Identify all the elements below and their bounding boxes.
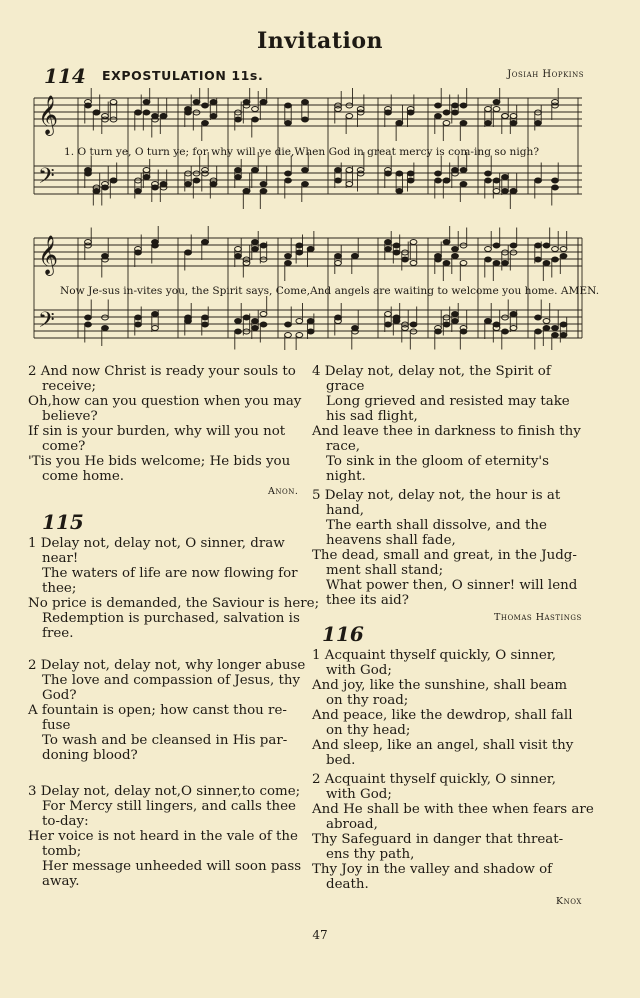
- note-head: [502, 329, 509, 334]
- verse-line: thee;: [42, 581, 77, 596]
- note-head: [285, 322, 292, 327]
- verse-line: race,: [326, 439, 361, 454]
- note-head: [252, 326, 259, 331]
- verse-line: abroad,: [326, 817, 378, 832]
- note-head: [443, 121, 450, 126]
- verse-line: ens thy path,: [326, 847, 415, 862]
- bass-clef-icon: 𝄢: [38, 164, 55, 194]
- note-head: [357, 107, 364, 112]
- note-head: [102, 114, 109, 119]
- verse-line: What power then, O sinner! will lend: [326, 578, 578, 593]
- verse-line: Thy Safeguard in danger that threat-: [312, 832, 564, 847]
- note-head: [385, 240, 392, 245]
- verse-line: The waters of life are now flowing for: [42, 566, 298, 581]
- verse-line: grace: [326, 379, 365, 394]
- hymn-115-verse-1: [28, 536, 320, 641]
- hymn-114-lyric-line-2: Now Je-sus in-vites you, the Spirit says, Come,And angels are waiting to welcome you home. AMEN.: [60, 285, 600, 297]
- note-head: [296, 333, 303, 338]
- note-head: [502, 261, 509, 266]
- note-head: [385, 322, 392, 327]
- note-head: [285, 261, 292, 266]
- note-head: [185, 315, 192, 320]
- note-head: [143, 100, 150, 105]
- verse-line: Redemption is purchased, salvation is: [42, 611, 300, 626]
- note-head: [535, 178, 542, 183]
- note-head: [357, 171, 364, 176]
- verse-line: Long grieved and resisted may take: [326, 394, 570, 409]
- verse-line: And leave thee in darkness to finish thy: [312, 424, 581, 439]
- note-head: [243, 257, 250, 262]
- note-head: [260, 312, 267, 317]
- note-head: [185, 250, 192, 255]
- verse-line: death.: [326, 877, 369, 892]
- note-head: [510, 312, 517, 317]
- verse-line: 1 Delay not, delay not, O sinner, draw: [28, 536, 285, 551]
- note-head: [543, 243, 550, 248]
- note-head: [452, 168, 459, 173]
- note-head: [143, 175, 150, 180]
- verse-line: Thy Joy in the valley and shadow of: [312, 862, 553, 877]
- note-head: [396, 121, 403, 126]
- note-head: [152, 326, 159, 331]
- note-head: [235, 117, 242, 122]
- note-head: [135, 315, 142, 320]
- hymn-114-composer: Josiah Hopkins: [507, 69, 584, 80]
- note-head: [260, 257, 267, 262]
- note-head: [285, 254, 292, 259]
- verse-line: 3 Delay not, delay not,O sinner,to come;: [28, 784, 301, 799]
- verse-line: come home.: [42, 469, 125, 484]
- hymn-115-number: 115: [42, 510, 84, 534]
- verse-line: The love and compassion of Jesus, thy: [42, 673, 301, 688]
- note-head: [335, 168, 342, 173]
- note-head: [260, 243, 267, 248]
- note-head: [460, 168, 467, 173]
- note-head: [335, 261, 342, 266]
- verse-line: hand,: [326, 503, 365, 518]
- note-head: [235, 110, 242, 115]
- note-head: [260, 182, 267, 187]
- note-head: [510, 250, 517, 255]
- verse-line: his sad flight,: [326, 409, 418, 424]
- note-head: [352, 254, 359, 259]
- verse-line: And sleep, like an angel, shall visit thy: [312, 738, 574, 753]
- note-head: [135, 189, 142, 194]
- note-head: [210, 114, 217, 119]
- note-head: [535, 315, 542, 320]
- note-head: [443, 261, 450, 266]
- verse-line: 2 Delay not, delay not, why longer abuse: [28, 658, 306, 673]
- verse-line: ment shall stand;: [326, 563, 444, 578]
- note-head: [410, 261, 417, 266]
- note-head: [443, 322, 450, 327]
- treble-clef-icon: 𝄞: [38, 95, 59, 135]
- bass-clef-icon: 𝄢: [38, 308, 55, 338]
- note-head: [435, 329, 442, 334]
- note-head: [296, 319, 303, 324]
- note-head: [335, 315, 342, 320]
- note-head: [485, 178, 492, 183]
- verse-line: 5 Delay not, delay not, the hour is at: [312, 488, 561, 503]
- note-head: [435, 178, 442, 183]
- note-head: [502, 315, 509, 320]
- note-head: [285, 333, 292, 338]
- note-head: [210, 100, 217, 105]
- verse-line: The earth shall dissolve, and the: [326, 518, 547, 533]
- note-head: [396, 189, 403, 194]
- verse-line: to-day:: [42, 814, 89, 829]
- note-head: [410, 329, 417, 334]
- section-title: Invitation: [256, 28, 384, 54]
- note-head: [535, 110, 542, 115]
- note-head: [535, 257, 542, 262]
- verse-line: The dead, small and great, in the Judg-: [312, 548, 577, 563]
- hymn-114-lyric-line-1: 1. O turn ye, O turn ye; for why will ye die,When God in great mercy is com-ing so nigh?: [64, 146, 540, 158]
- verse-line: Her voice is not heard in the vale of the: [28, 829, 298, 844]
- note-head: [385, 312, 392, 317]
- note-head: [193, 110, 200, 115]
- note-head: [485, 247, 492, 252]
- note-head: [110, 178, 117, 183]
- note-head: [185, 171, 192, 176]
- note-head: [485, 257, 492, 262]
- note-head: [493, 178, 500, 183]
- note-head: [493, 322, 500, 327]
- hymn-114-verse-4: [312, 364, 612, 484]
- note-head: [235, 175, 242, 180]
- note-head: [346, 182, 353, 187]
- note-head: [435, 171, 442, 176]
- note-head: [152, 312, 159, 317]
- note-head: [85, 322, 92, 327]
- note-head: [452, 103, 459, 108]
- verse-line: believe?: [42, 409, 98, 424]
- verse-line: No price is demanded, the Saviour is here;: [28, 596, 320, 611]
- note-head: [202, 121, 209, 126]
- note-head: [435, 114, 442, 119]
- note-head: [307, 319, 314, 324]
- note-head: [102, 315, 109, 320]
- note-head: [285, 178, 292, 183]
- note-head: [235, 254, 242, 259]
- verse-line: 2 Acquaint thyself quickly, O sinner,: [312, 772, 556, 787]
- verse-line: 1 Acquaint thyself quickly, O sinner,: [312, 648, 556, 663]
- note-head: [460, 121, 467, 126]
- note-head: [443, 315, 450, 320]
- verse-line: fuse: [42, 718, 71, 733]
- note-head: [85, 168, 92, 173]
- verse-line: with God;: [326, 663, 392, 678]
- note-head: [510, 243, 517, 248]
- note-head: [402, 322, 409, 327]
- note-head: [452, 247, 459, 252]
- note-head: [346, 168, 353, 173]
- note-head: [452, 312, 459, 317]
- note-head: [202, 315, 209, 320]
- verse-line: 2 And now Christ is ready your souls to: [28, 364, 296, 379]
- note-head: [552, 257, 559, 262]
- note-head: [85, 315, 92, 320]
- note-head: [443, 240, 450, 245]
- note-head: [302, 168, 309, 173]
- note-head: [485, 107, 492, 112]
- note-head: [160, 114, 167, 119]
- hymn-114-tune: EXPOSTULATION 11s.: [102, 68, 264, 83]
- verse-line: And He shall be with thee when fears are: [312, 802, 594, 817]
- note-head: [335, 178, 342, 183]
- note-head: [202, 171, 209, 176]
- note-head: [252, 319, 259, 324]
- note-head: [160, 182, 167, 187]
- note-head: [243, 329, 250, 334]
- note-head: [193, 178, 200, 183]
- note-head: [502, 175, 509, 180]
- note-head: [560, 247, 567, 252]
- note-head: [452, 254, 459, 259]
- note-head: [102, 185, 109, 190]
- hymn-115-verse-2: [28, 658, 304, 763]
- note-head: [335, 254, 342, 259]
- note-head: [285, 171, 292, 176]
- note-head: [185, 107, 192, 112]
- note-head: [235, 329, 242, 334]
- note-head: [102, 326, 109, 331]
- verse-line: tomb;: [42, 844, 82, 859]
- verse-line: To sink in the gloom of eternity's: [326, 454, 549, 469]
- note-head: [407, 171, 414, 176]
- note-head: [143, 168, 150, 173]
- note-head: [552, 178, 559, 183]
- verse-line: God?: [42, 688, 77, 703]
- note-head: [493, 189, 500, 194]
- treble-clef-icon: 𝄞: [38, 235, 59, 275]
- note-head: [307, 329, 314, 334]
- note-head: [510, 114, 517, 119]
- note-head: [410, 240, 417, 245]
- note-head: [493, 100, 500, 105]
- verse-line: bed.: [326, 753, 356, 768]
- verse-line: thee its aid?: [326, 593, 409, 608]
- note-head: [435, 103, 442, 108]
- note-head: [152, 243, 159, 248]
- note-head: [335, 103, 342, 108]
- note-head: [552, 247, 559, 252]
- note-head: [260, 322, 267, 327]
- note-head: [202, 103, 209, 108]
- verse-line: A fountain is open; how canst thou re-: [28, 703, 287, 718]
- verse-line: on thy road;: [326, 693, 409, 708]
- hymn-115-verse-3: [28, 784, 304, 889]
- verse-line: For Mercy still lingers, and calls thee: [42, 799, 296, 814]
- note-head: [502, 250, 509, 255]
- verse-line: come?: [42, 439, 86, 454]
- note-head: [235, 168, 242, 173]
- note-head: [560, 333, 567, 338]
- hymn-116-verse-1: [312, 648, 612, 768]
- note-head: [552, 333, 559, 338]
- note-head: [535, 243, 542, 248]
- note-head: [346, 114, 353, 119]
- note-head: [452, 319, 459, 324]
- note-head: [252, 107, 259, 112]
- verse-line: 'Tis you He bids welcome; He bids you: [28, 454, 291, 469]
- hymn-116-verse-2: [312, 772, 612, 892]
- note-head: [296, 243, 303, 248]
- verse-line: And peace, like the dewdrop, shall fall: [312, 708, 573, 723]
- note-head: [402, 257, 409, 262]
- note-head: [285, 103, 292, 108]
- note-head: [502, 114, 509, 119]
- note-head: [552, 100, 559, 105]
- note-head: [85, 240, 92, 245]
- hymn-114-verse-2: [28, 364, 300, 484]
- note-head: [407, 178, 414, 183]
- note-head: [302, 100, 309, 105]
- note-head: [235, 247, 242, 252]
- verse-line: away.: [42, 874, 80, 889]
- verse-line: night.: [326, 469, 366, 484]
- note-head: [346, 103, 353, 108]
- note-head: [110, 100, 117, 105]
- note-head: [535, 121, 542, 126]
- hymn-116-author: Knox: [556, 896, 582, 907]
- note-head: [135, 322, 142, 327]
- note-head: [493, 243, 500, 248]
- note-head: [235, 319, 242, 324]
- note-head: [302, 117, 309, 122]
- note-head: [193, 171, 200, 176]
- note-head: [485, 121, 492, 126]
- verse-line: near!: [42, 551, 79, 566]
- verse-line: on thy head;: [326, 723, 411, 738]
- verse-line: To wash and be cleansed in His par-: [42, 733, 288, 748]
- verse-line: receive;: [42, 379, 97, 394]
- verse-line: heavens shall fade,: [326, 533, 456, 548]
- verse-line: doning blood?: [42, 748, 138, 763]
- hymn-114-header: [44, 64, 584, 88]
- note-head: [135, 178, 142, 183]
- note-head: [460, 243, 467, 248]
- note-head: [252, 240, 259, 245]
- note-head: [393, 315, 400, 320]
- note-head: [535, 329, 542, 334]
- note-head: [202, 322, 209, 327]
- hymn-114-author: Anon.: [268, 486, 299, 497]
- note-head: [543, 326, 550, 331]
- note-head: [252, 117, 259, 122]
- verse-line: Oh,how can you question when you may: [28, 394, 302, 409]
- note-head: [396, 171, 403, 176]
- note-head: [510, 121, 517, 126]
- note-head: [185, 182, 192, 187]
- note-head: [543, 261, 550, 266]
- note-head: [485, 171, 492, 176]
- verse-line: with God;: [326, 787, 392, 802]
- note-head: [243, 189, 250, 194]
- note-head: [110, 117, 117, 122]
- note-head: [543, 319, 550, 324]
- note-head: [296, 250, 303, 255]
- note-head: [510, 326, 517, 331]
- note-head: [460, 182, 467, 187]
- note-head: [452, 110, 459, 115]
- hymn-114-verse-5: [312, 488, 612, 608]
- note-head: [460, 103, 467, 108]
- note-head: [485, 319, 492, 324]
- note-head: [393, 250, 400, 255]
- note-head: [460, 329, 467, 334]
- note-head: [393, 243, 400, 248]
- note-head: [502, 189, 509, 194]
- note-head: [560, 254, 567, 259]
- note-head: [435, 254, 442, 259]
- note-head: [252, 247, 259, 252]
- note-head: [460, 261, 467, 266]
- verse-line: free.: [42, 626, 74, 641]
- hymn-115-author: Thomas Hastings: [494, 612, 582, 623]
- note-head: [302, 182, 309, 187]
- note-head: [410, 322, 417, 327]
- hymn-114-number: 114: [44, 64, 86, 88]
- verse-line: If sin is your burden, why will you not: [28, 424, 286, 439]
- verse-line: 4 Delay not, delay not, the Spirit of: [312, 364, 551, 379]
- note-head: [143, 110, 150, 115]
- note-head: [552, 326, 559, 331]
- note-head: [402, 250, 409, 255]
- page-number: 47: [312, 928, 328, 942]
- note-head: [285, 121, 292, 126]
- note-head: [560, 322, 567, 327]
- note-head: [85, 103, 92, 108]
- note-head: [443, 110, 450, 115]
- note-head: [552, 185, 559, 190]
- note-head: [493, 261, 500, 266]
- note-head: [493, 107, 500, 112]
- verse-line: And joy, like the sunshine, shall beam: [312, 678, 568, 693]
- note-head: [193, 100, 200, 105]
- note-head: [385, 247, 392, 252]
- verse-line: Her message unheeded will soon pass: [42, 859, 302, 874]
- note-head: [243, 315, 250, 320]
- hymn-116-number: 116: [322, 622, 364, 646]
- note-head: [260, 189, 267, 194]
